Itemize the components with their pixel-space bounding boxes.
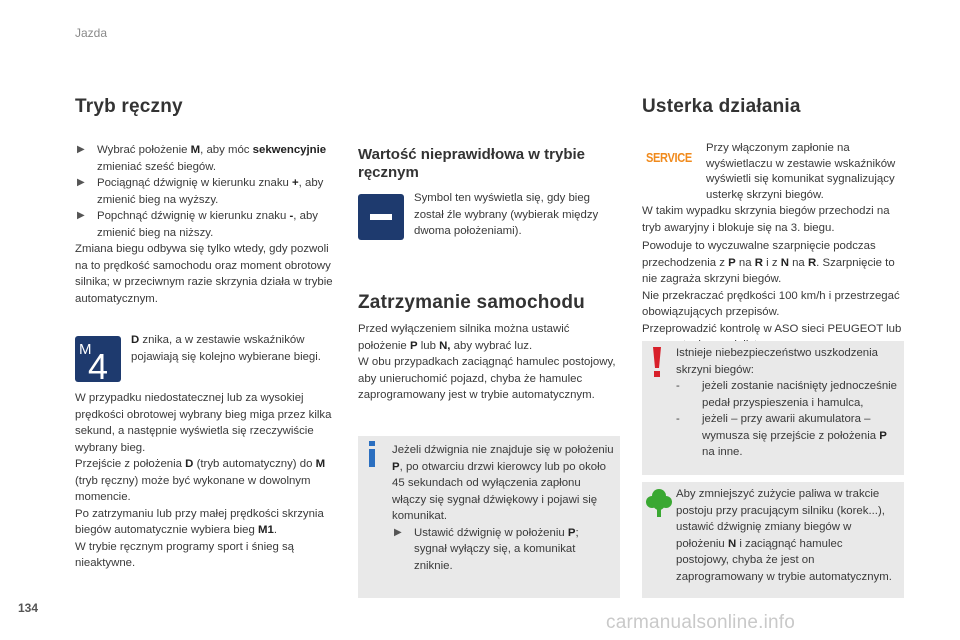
watermark: carmanualsonline.info [606, 612, 796, 633]
text: na [788, 256, 808, 269]
bullet-bold: M [190, 144, 201, 156]
bullet-bold: + [292, 177, 299, 189]
m4-gear-icon [75, 336, 121, 382]
service-warning-icon: SERVICE [646, 150, 692, 165]
paragraph: W obu przypadkach zaciągnąć hamulec postojowy, aby unieruchomić pojazd, chyba że hamulec zaprogramowany jest w trybie automatycznym. [358, 356, 616, 401]
text: i z [762, 256, 781, 269]
bold: P [567, 526, 576, 539]
paragraph [392, 442, 614, 525]
bullet-text: Popchnąć dźwignię w kierunku znaku [97, 210, 290, 222]
m4-gear-icon-graphic [75, 336, 121, 382]
text: na [735, 256, 755, 269]
bold: N [727, 537, 737, 550]
paragraph: Przeprowadzić kontrolę w ASO sieci PEUGEOT lub [642, 322, 902, 335]
vehicle-stop-text [358, 321, 616, 404]
bullet-text: zmieniać sześć biegów. [97, 160, 217, 173]
bold: P [409, 339, 418, 352]
minus-symbol-text: Symbol ten wyświetla się, gdy bieg został źle wybrany (wybierak między dwoma położeniami). [414, 192, 599, 237]
paragraph: W przypadku niedostatecznej lub za wysokiej prędkości obrotowej wybrany bieg miga przez kilka sekund, a następnie wyświetla się rzeczywiście wybrany bieg. [75, 392, 332, 454]
paragraph [75, 506, 340, 539]
bullet-item [75, 142, 337, 175]
bold: R [807, 256, 817, 269]
bullet-bold: sekwencyjnie [252, 144, 327, 156]
text: lub [417, 339, 440, 352]
text: jeżeli – przy awarii akumulatora – wymusza się przejście z położenia [702, 413, 880, 442]
malfunction-text [642, 203, 906, 354]
page-number: 134 [18, 601, 39, 615]
text: Jeżeli dźwignia nie znajduje się w położeniu [392, 444, 614, 456]
text: Ustawić dźwignię w położeniu [414, 526, 568, 539]
manual-mode-title: Tryb ręczny [75, 96, 183, 117]
text: . Szarpnięcie to nie zagraża skrzyni biegów. [642, 256, 895, 285]
bullet-bold: - [289, 210, 294, 222]
malfunction-title: Usterka działania [642, 96, 801, 117]
invalid-value-title: Wartość nieprawidłowa w trybie ręcznym [358, 146, 585, 181]
m4-bold: D [131, 334, 140, 346]
bold: P [879, 429, 887, 442]
bold: M1 [257, 524, 274, 536]
text: Przed wyłączeniem silnika można ustawić położenie [358, 323, 570, 352]
eco-tree-icon [646, 488, 672, 518]
bullet-item [392, 525, 614, 575]
section-header: Jazda [75, 26, 108, 40]
m4-description [131, 332, 331, 365]
text: i zaciągnąć hamulec postojowy, chyba że jest on zaprogramowany w trybie automatycznym. [676, 537, 892, 583]
vehicle-stop-title: Zatrzymanie samochodu [358, 292, 585, 313]
text: Przejście z położenia [75, 458, 186, 470]
bold: M [315, 458, 326, 470]
arrow-bullet-icon: ▶ [77, 210, 85, 221]
minus-symbol-icon [358, 194, 404, 240]
paragraph: W takim wypadku skrzynia biegów przechodzi na tryb awaryjny i blokuje się na 3. biegu. [642, 205, 890, 234]
text: (tryb ręczny) może być wykonane w dowolnym momencie. [75, 474, 311, 503]
manual-mode-details [75, 390, 340, 572]
manual-mode-bullets [75, 142, 337, 307]
arrow-bullet-icon: ▶ [77, 177, 85, 188]
info-box-text [392, 442, 614, 574]
paragraph [642, 238, 906, 288]
text: . [273, 524, 277, 536]
bullet-text: Pociągnąć dźwignię w kierunku znaku [97, 177, 293, 189]
warning-box-text [676, 345, 902, 461]
text: aby wybrać luz. [450, 339, 533, 352]
paragraph [358, 321, 616, 354]
bold: D [185, 458, 194, 470]
text: , po otwarciu drzwi kierowcy lub po około 45 sekundach od wyłączenia zapłonu włączy się sygnał dźwiękowy i pojawi się komunikat. [392, 460, 606, 522]
bold: P [728, 256, 736, 269]
paragraph [75, 456, 340, 506]
dash-bullet: - [676, 380, 680, 392]
warning-icon-graphic [650, 346, 664, 378]
paragraph: Nie przekraczać prędkości 100 km/h i przestrzegać obowiązujących przepisów. [642, 289, 900, 318]
bullet-text: Wybrać położenie [97, 144, 191, 156]
paragraph: Istnieje niebezpieczeństwo uszkodzenia skrzyni biegów: [676, 347, 878, 376]
bullet-text: , aby móc [200, 144, 253, 156]
info-icon [364, 440, 380, 468]
text: (tryb automatyczny) do [193, 458, 316, 470]
m4-letter: M [79, 341, 92, 358]
bullet-text: , aby zmienić bieg na wyższy. [97, 177, 324, 206]
arrow-bullet-icon: ▶ [77, 144, 85, 155]
service-text: Przy włączonym zapłonie na wyświetlaczu w zestawie wskaźników wyświetli się komunikat sygnalizujący usterkę skrzyni biegów. [706, 142, 896, 201]
arrow-bullet-icon: ▶ [394, 526, 402, 538]
bold: R [754, 256, 763, 269]
info-icon-graphic [364, 440, 380, 468]
text: na inne. [702, 446, 743, 458]
bold: N [780, 256, 789, 269]
bullet-item [75, 175, 337, 208]
eco-box-text [676, 486, 898, 585]
bullet-item [75, 208, 337, 241]
text: Po zatrzymaniu lub przy małej prędkości skrzynia biegów automatycznie wybiera bieg [75, 507, 324, 536]
dash-item [676, 411, 902, 461]
paragraph: W trybie ręcznym programy sport i śnieg są nieaktywne. [75, 540, 295, 569]
eco-tree-graphic [646, 488, 672, 518]
text: Powoduje to wyczuwalne szarpnięcie podczas przechodzenia z [642, 240, 876, 269]
warning-exclamation-icon [650, 346, 664, 378]
dash-bullet: - [676, 413, 680, 425]
text: jeżeli zostanie naciśnięty jednocześnie pedał przyspieszenia i hamulca, [702, 380, 898, 409]
bold: N, [439, 339, 451, 352]
bold: P [392, 460, 400, 473]
dash-item [676, 378, 902, 411]
m4-digit: 4 [88, 346, 109, 382]
bullet-text: , aby zmienić bieg na niższy. [97, 210, 318, 239]
minus-bar [370, 214, 392, 220]
m4-text: znika, a w zestawie wskaźników pojawiają się kolejno wybierane biegi. [131, 334, 321, 363]
text: ; sygnał wyłączy się, a komunikat zniknie. [414, 526, 579, 572]
paragraph: Zmiana biegu odbywa się tylko wtedy, gdy pozwoli na to prędkość samochodu oraz moment obrotowy silnika; w przeciwnym razie skrzynia działa w trybie automatycznym. [75, 243, 333, 305]
text: Aby zmniejszyć zużycie paliwa w trakcie postoju przy pracującym silniku (korek...), ustawić dźwignię zmiany biegów w położeniu [676, 488, 885, 550]
